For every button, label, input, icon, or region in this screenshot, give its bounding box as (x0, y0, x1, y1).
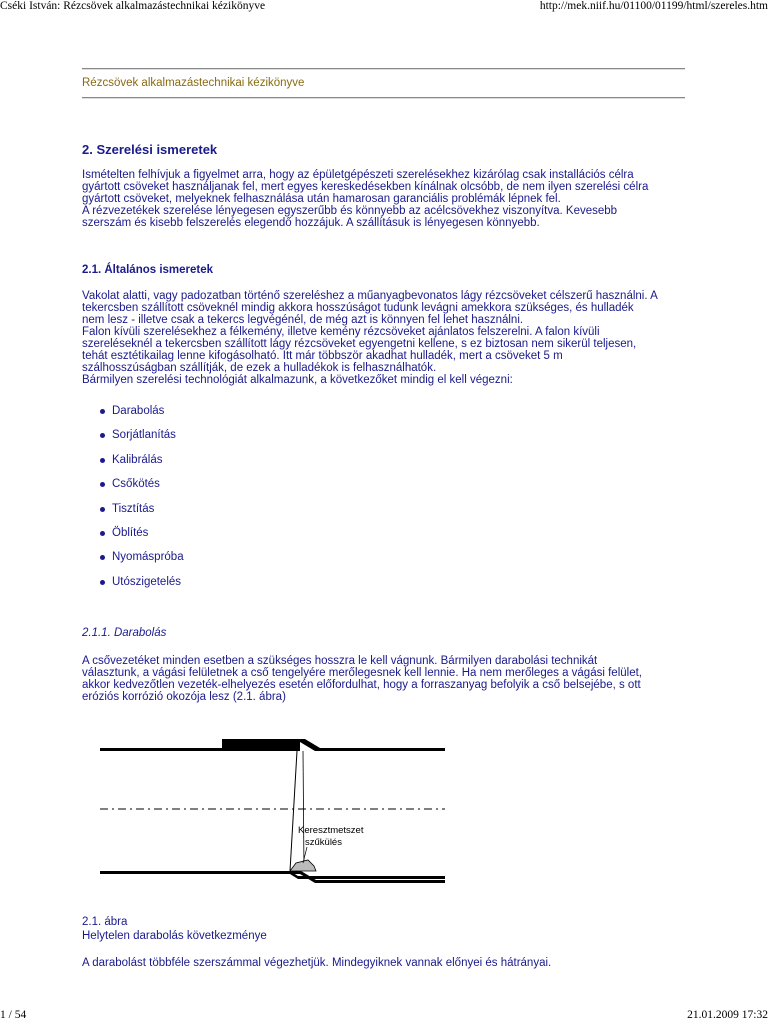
bullet-icon (100, 458, 105, 463)
list-item: Utószigetelés (100, 576, 184, 600)
book-title: Rézcsövek alkalmazástechnikai kézikönyve (82, 77, 305, 89)
top-rule (82, 68, 685, 70)
inner-pipe-end (303, 751, 304, 871)
caption-number: 2.1. ábra (82, 916, 128, 928)
steps-list (100, 405, 184, 600)
bullet-icon (100, 433, 105, 438)
general-line: Bármilyen szerelési technológiát alkalmazunk, a következőket mindig el kell végezni: (82, 374, 513, 386)
pipe-diagram (100, 735, 445, 887)
closing-paragraph: A darabolást többféle szerszámmal végezhetjük. Mindegyiknek vannak előnyei és hátrányai. (82, 957, 552, 969)
cutting-line: választunk, a vágási felületnek a cső tengelyére merőlegesnek kell lennie. Ha nem merőleges a vágási felület, (82, 667, 642, 679)
list-item: Darabolás (100, 405, 184, 429)
list-item: Tisztítás (100, 503, 184, 527)
print-datetime: 21.01.2009 17:32 (687, 1009, 768, 1021)
general-line: tehát esztétikailag lenne kifogásolható. Itt már többször akadhat hulladék, mert a csöveket 5 m (82, 350, 563, 362)
general-paragraph (82, 290, 686, 386)
section-title: 2. Szerelési ismeretek (82, 142, 218, 157)
list-item: Kalibrálás (100, 454, 184, 478)
cut-line (290, 751, 297, 871)
header-url: http://mek.niif.hu/01100/01199/html/szereles.htm (539, 0, 768, 12)
caption-text: Helytelen darabolás következménye (82, 930, 267, 942)
general-line: nem lesz - illetve csak a tekercs legvégénél, de még azt is könnyen fel lehet használni. (82, 314, 524, 326)
bullet-icon (100, 580, 105, 585)
pipe-wall-top (100, 742, 300, 751)
subsection-title: 2.1. Általános ismeretek (82, 264, 214, 276)
bullet-icon (100, 507, 105, 512)
figure-caption (82, 915, 267, 943)
figure-label-line1: Keresztmetszet (298, 825, 364, 836)
bullet-icon (100, 409, 105, 414)
list-item: Sorjátlanítás (100, 429, 184, 453)
subsubsection-title: 2.1.1. Darabolás (82, 627, 167, 639)
general-line: Vakolat alatti, vagy padozatban történő szereléshez a műanyagbevonatos lágy rézcsöveket célszerű használni. A (82, 290, 658, 302)
list-item: Nyomáspróba (100, 551, 184, 575)
bullet-icon (100, 482, 105, 487)
intro-line: gyártott csöveket használjanak fel, mert egyes kereskedésekben kínálnak olcsóbb, de nem ilyen szerelési célra (82, 181, 649, 193)
figure-label-line2: szűkülés (305, 837, 342, 848)
intro-line: gyártott csöveket, melyeknek felhasználása után hamarosan garanciális problémák lépnek fel. (82, 193, 561, 205)
cutting-line: eróziós korrózió okozója lesz (2.1. ábra) (82, 691, 286, 703)
intro-line: szerszám és kisebb felszerelés elegendő hozzájuk. A szállításuk is lényegesen könnyebb. (82, 217, 540, 229)
list-item: Öblítés (100, 527, 184, 551)
title-rule (82, 97, 685, 99)
intro-paragraph (82, 169, 686, 229)
intro-line: Ismételten felhívjuk a figyelmet arra, hogy az épületgépészeti szerelésekhez kizárólag csak installációs célra (82, 169, 634, 181)
general-line: szereléseknél a tekercsben szállított lágy rézcsöveket egyengetni kellene, s ez biztosan nem sikerül teljesen, (82, 338, 637, 350)
bullet-icon (100, 531, 105, 536)
cutting-line: A csővezetéket minden esetben a szükséges hosszra le kell vágnunk. Bármilyen darabolási technikát (82, 655, 598, 667)
cutting-paragraph (82, 655, 686, 703)
header-document-title: Cséki István: Rézcsövek alkalmazástechnikai kézikönyve (0, 0, 266, 12)
bullet-icon (100, 555, 105, 560)
list-item: Csőkötés (100, 478, 184, 502)
cutting-line: akkor kedvezőtlen vezeték-elhelyezés esetén előfordulhat, hogy a forraszanyag befolyik a cső belsejébe, s ott (82, 679, 641, 691)
general-line: Falon kívüli szerelésekhez a félkemény, illetve kemény rézcsöveket ajánlatos felszerelni. A falon kívüli (82, 326, 600, 338)
intro-line: A rézvezetékek szerelése lényegesen egyszerűbb és könnyebb az acélcsövekhez viszonyítva. Kevesebb (82, 205, 618, 217)
general-line: tekercsben szállított csöveknél mindig akkora hosszúságot tudunk levágni amekkora szükséges, és hulladék (82, 302, 634, 314)
page-number: 1 / 54 (0, 1009, 27, 1021)
general-line: szálhosszúságban szállítják, de ezek a hulladékok is felhasználhatók. (82, 362, 437, 374)
